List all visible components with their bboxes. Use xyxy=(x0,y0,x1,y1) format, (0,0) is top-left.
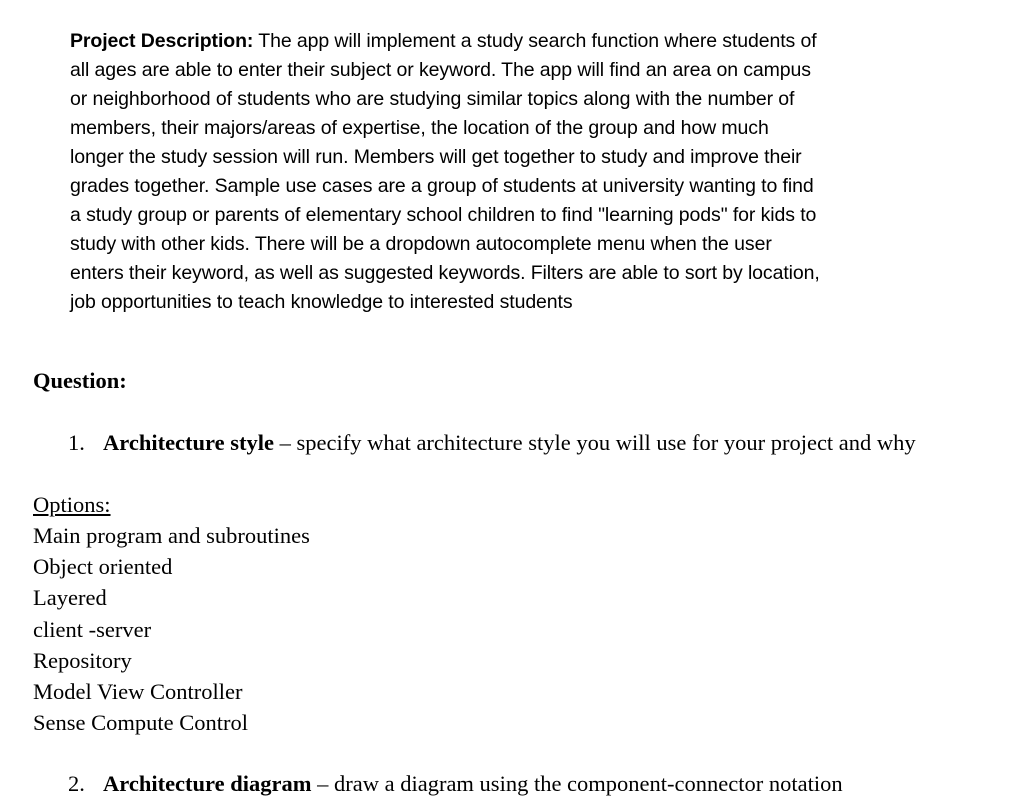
option-item: Main program and subroutines xyxy=(33,523,310,548)
question-text: – draw a diagram using the component-connector notation xyxy=(311,771,843,796)
option-item: client -server xyxy=(33,616,152,642)
project-description-line: enters their keyword, as well as suggested keywords. Filters are able to sort by location, xyxy=(70,262,820,284)
question-number: 2. xyxy=(68,771,85,796)
question-text: – specify what architecture style you will use for your project and why xyxy=(273,430,916,455)
option-item: Model View Controller xyxy=(33,678,243,704)
project-description-line xyxy=(70,27,950,56)
question-item-architecture-style xyxy=(68,429,916,457)
option-item: Object oriented xyxy=(33,554,173,580)
option-item: Repository xyxy=(33,647,132,673)
project-description-text: The app will implement a study search function where students of xyxy=(253,30,817,52)
project-description-line: members, their majors/areas of expertise, the location of the group and how much xyxy=(70,117,769,139)
options-heading: Options: xyxy=(33,492,111,517)
project-description-line: all ages are able to enter their subject or keyword. The app will find an area on campus xyxy=(70,59,811,81)
project-description-line: study with other kids. There will be a dropdown autocomplete menu when the user xyxy=(70,233,772,255)
project-description xyxy=(70,27,950,317)
options-list xyxy=(33,522,310,740)
option-item: Layered xyxy=(33,585,107,611)
project-description-line: a study group or parents of elementary school children to find "learning pods" for kids to xyxy=(70,204,817,226)
project-description-line: job opportunities to teach knowledge to interested students xyxy=(70,291,573,313)
question-heading: Question: xyxy=(33,368,127,393)
question-number: 1. xyxy=(68,430,85,455)
question-title: Architecture diagram xyxy=(103,771,312,796)
project-description-line: or neighborhood of students who are studying similar topics along with the number of xyxy=(70,88,795,110)
project-description-label: Project Description: xyxy=(70,30,254,52)
project-description-line: grades together. Sample use cases are a group of students at university wanting to find xyxy=(70,175,814,197)
option-item: Sense Compute Control xyxy=(33,710,248,736)
question-item-architecture-diagram xyxy=(68,770,843,798)
question-title: Architecture style xyxy=(103,430,274,455)
project-description-line: longer the study session will run. Members will get together to study and improve their xyxy=(70,146,802,168)
